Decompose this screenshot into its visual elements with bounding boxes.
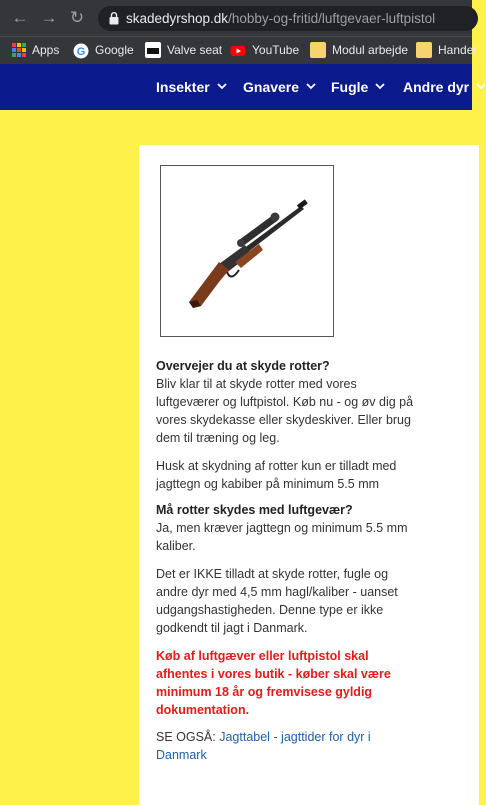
product-image[interactable] [160, 165, 334, 337]
bookmark-label: Valve seat [167, 43, 223, 57]
reload-icon[interactable]: ↻ [69, 8, 85, 27]
svg-text:G: G [76, 45, 86, 58]
bookmark-label: YouTube [252, 43, 300, 57]
nav-item-label: Gnavere [243, 79, 300, 95]
content-card [139, 145, 479, 805]
chevron-down-icon [217, 62, 227, 108]
note-text: Husk at skydning af rotter kun er tilladt med jagttegn og kabiber på minimum 5.5 mm [156, 459, 397, 491]
purchase-warning: Køb af luftgæver eller luftpistol skal afhentes i vores butik - køber skal være minimum 18 år og fremvisese gyldig dokumentation. [156, 649, 391, 717]
intro-section [156, 357, 418, 447]
see-also-prefix: SE OGSÅ: [156, 730, 220, 744]
intro-heading: Overvejer du at skyde rotter? [156, 359, 330, 373]
bookmark-favicon-icon [145, 42, 161, 58]
apps-grid-icon [12, 43, 26, 57]
folder-icon [310, 42, 326, 58]
nav-item-label: Andre dyr [403, 79, 470, 95]
nav-item-gnavere[interactable] [243, 64, 316, 110]
bookmark-handel[interactable] [416, 37, 476, 64]
forward-arrow-icon[interactable]: → [40, 8, 58, 27]
question-answer: Ja, men kræver jagttegn og minimum 5.5 mm kaliber. [156, 521, 408, 553]
chevron-down-icon [375, 62, 385, 108]
bookmark-youtube[interactable] [230, 37, 299, 64]
lock-icon [109, 6, 121, 31]
see-also-link[interactable]: Jagttabel - jagttider for dyr i Danmark [156, 730, 371, 762]
intro-text: Bliv klar til at skyde rotter med vores luftgeværer og luftpistol. Køb nu - og øv dig på vores skydekasse eller skydeskiver. Eller brug dem til træning og leg. [156, 377, 414, 445]
bookmark-label: Google [95, 43, 134, 57]
folder-icon [416, 42, 432, 58]
not-allowed-text: Det er IKKE tilladt at skyde rotter, fugle og andre dyr med 4,5 mm hagl/kaliber - uanset udgangshastigheden. Denne type er ikke godkendt til jagt i Danmark. [156, 567, 398, 635]
chevron-down-icon [476, 62, 486, 108]
url-path: /hobby-og-fritid/luftgevaer-luftpistol [228, 11, 436, 26]
nav-item-andre-dyr[interactable] [403, 64, 486, 110]
bookmark-modul-arbejde[interactable] [310, 37, 408, 64]
bookmark-label: Apps [32, 43, 60, 57]
nav-item-label: Insekter [156, 79, 210, 95]
see-also [156, 728, 418, 764]
question-heading: Må rotter skydes med luftgevær? [156, 503, 353, 517]
question-section [156, 501, 418, 555]
google-icon [73, 42, 89, 58]
chevron-down-icon [306, 62, 316, 108]
air-rifle-icon [161, 166, 333, 336]
nav-item-insekter[interactable] [156, 64, 227, 110]
address-bar[interactable] [98, 6, 478, 31]
bookmark-valve-seat[interactable] [145, 37, 222, 64]
bookmarks-bar [0, 36, 477, 64]
bookmark-apps[interactable] [12, 37, 59, 64]
youtube-icon [230, 42, 246, 58]
url-host: skadedyrshop.dk [126, 11, 229, 26]
bookmark-label: Handel [438, 43, 477, 57]
bookmark-google[interactable] [73, 37, 134, 64]
nav-item-label: Fugle [331, 79, 369, 95]
browser-toolbar [0, 0, 472, 36]
site-navigation [0, 64, 472, 110]
nav-item-fugle[interactable] [331, 64, 385, 110]
back-arrow-icon[interactable]: ← [11, 8, 29, 27]
bookmark-label: Modul arbejde [332, 43, 409, 57]
